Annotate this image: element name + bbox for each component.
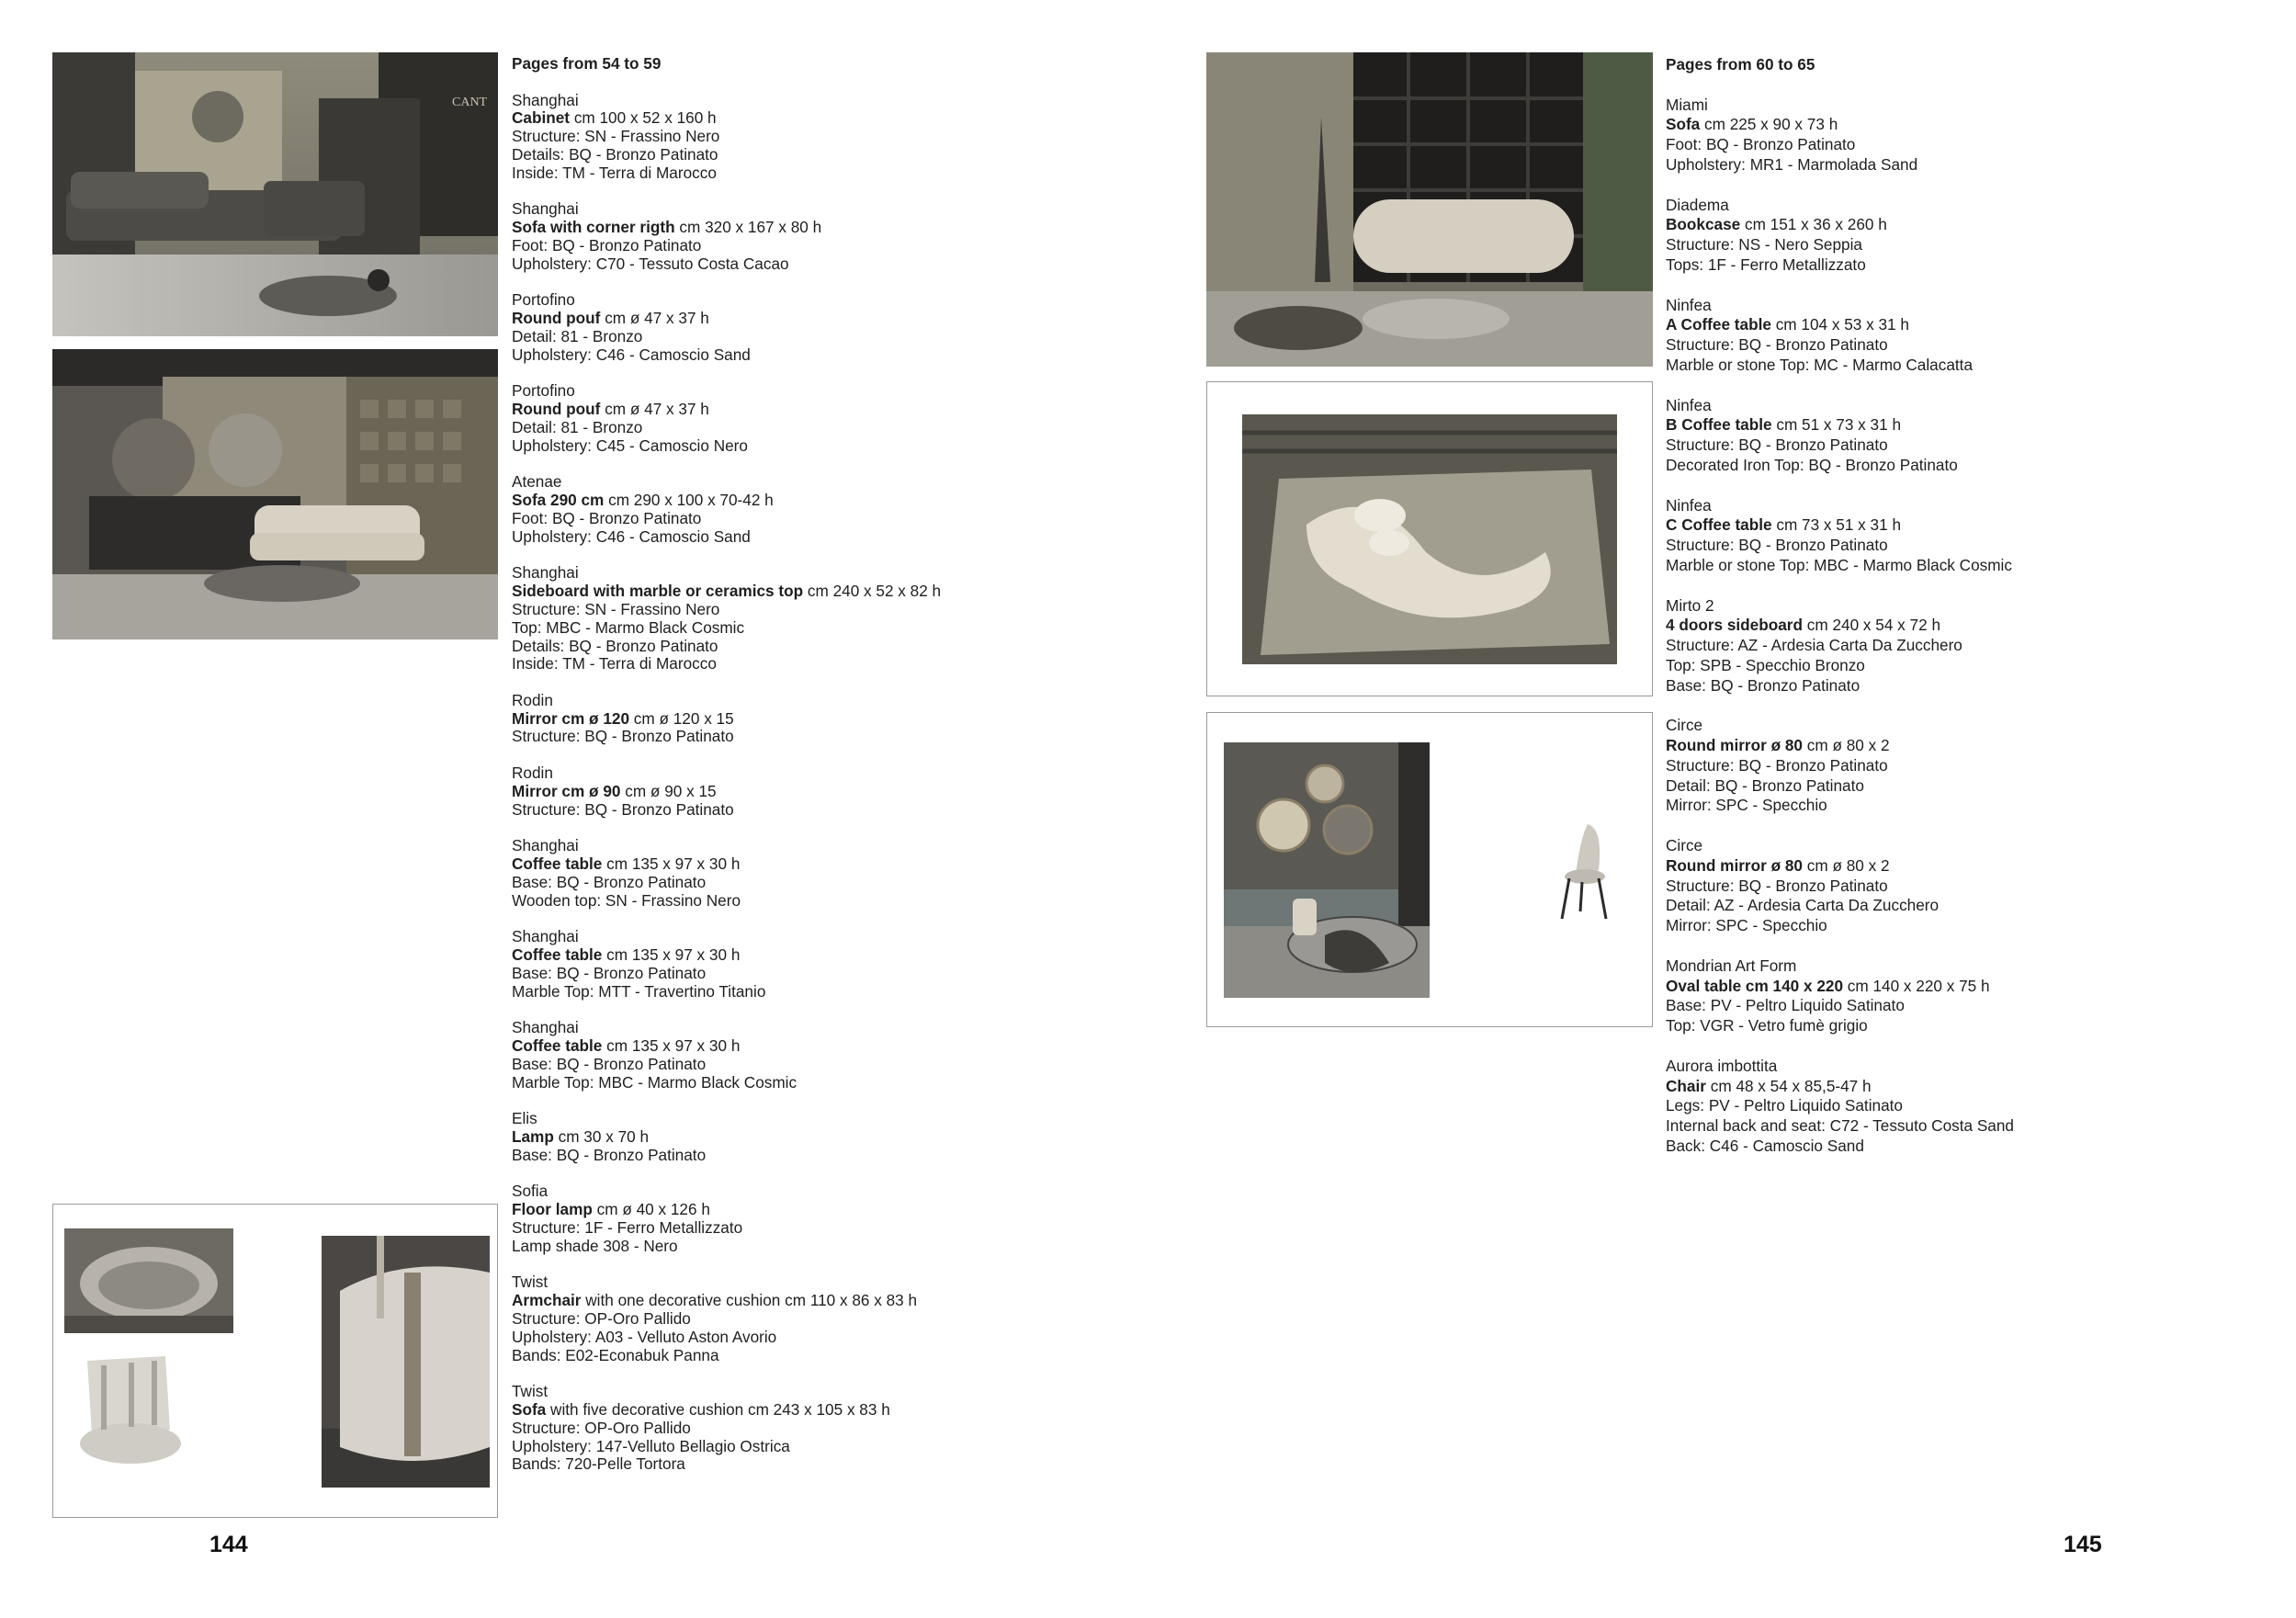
product-finish-detail: Structure: OP-Oro Pallido: [512, 1308, 691, 1328]
product-finish-detail: Bands: 720-Pelle Tortora: [512, 1454, 685, 1474]
product-finish-detail: Structure: BQ - Bronzo Patinato: [1666, 876, 1888, 895]
product-type: Lamp: [512, 1127, 554, 1147]
product-finish-detail: Structure: NS - Nero Seppia: [1666, 235, 1862, 255]
product-finish-detail: Structure: SN - Frassino Nero: [512, 599, 720, 618]
product-finish-detail: Inside: TM - Terra di Marocco: [512, 654, 717, 673]
product-finish-detail: Tops: 1F - Ferro Metallizzato: [1666, 255, 1866, 274]
product-finish-detail: Structure: BQ - Bronzo Patinato: [512, 727, 734, 746]
product-finish-detail: Lamp shade 308 - Nero: [512, 1236, 678, 1255]
product-dimensions: cm 30 x 70 h: [558, 1127, 650, 1147]
product-finish-detail: Upholstery: MR1 - Marmolada Sand: [1666, 154, 1918, 174]
product-entry: [512, 382, 941, 455]
product-entry: [512, 200, 941, 273]
aurora-chair-photo: [1553, 820, 1617, 922]
right-page-heading: Pages from 60 to 65: [1666, 55, 1815, 74]
product-type: Sofa: [1666, 115, 1701, 134]
product-title-line: [1666, 515, 2014, 536]
product-finish-detail: Foot: BQ - Bronzo Patinato: [512, 508, 702, 527]
product-title-line: [1666, 315, 2014, 335]
product-finish-detail: Decorated Iron Top: BQ - Bronzo Patinato: [1666, 455, 1958, 474]
product-finish-detail: Detail: 81 - Bronzo: [512, 326, 643, 345]
product-entry: [1666, 956, 2014, 1036]
product-collection-name: Ninfea: [1666, 495, 1712, 515]
product-title-line: [512, 492, 941, 510]
product-type: Mirror cm ø 90: [512, 781, 621, 800]
product-finish-detail: Base: PV - Peltro Liquido Satinato: [1666, 996, 1905, 1015]
product-entry: [1666, 396, 2014, 476]
product-collection-name: Circe: [1666, 716, 1703, 735]
product-title-line: [512, 946, 941, 965]
product-title-line: [1666, 1077, 2014, 1097]
product-finish-detail: Detail: 81 - Bronzo: [512, 417, 643, 436]
product-finish-detail: Upholstery: C70 - Tessuto Costa Cacao: [512, 254, 789, 273]
product-type: Sideboard with marble or ceramics top: [512, 582, 804, 601]
product-collection-name: Ninfea: [1666, 395, 1712, 414]
living-room-photo-miami-sofa-bookcase: [1206, 52, 1653, 367]
left-page-product-list: [512, 55, 941, 1492]
product-finish-detail: Foot: BQ - Bronzo Patinato: [1666, 135, 1856, 154]
product-finish-detail: Structure: SN - Frassino Nero: [512, 127, 720, 146]
twist-armchair-photo: [64, 1342, 193, 1480]
svg-text:CANT: CANT: [452, 96, 488, 109]
product-type: Coffee table: [512, 854, 603, 874]
product-entry: [512, 1019, 941, 1092]
product-type: Sofa 290 cm: [512, 491, 605, 510]
product-title-line: [1666, 115, 2014, 135]
product-collection-name: Shanghai: [512, 836, 579, 855]
product-entry: [512, 564, 941, 673]
product-collection-name: Portofino: [512, 381, 575, 401]
product-type: Oval table cm 140 x 220: [1666, 976, 1844, 995]
product-title-line: [1666, 856, 2014, 877]
product-type: Coffee table: [512, 1036, 603, 1056]
product-dimensions: cm 151 x 36 x 260 h: [1745, 215, 1887, 234]
product-entry: [1666, 836, 2014, 936]
product-collection-name: Shanghai: [512, 927, 579, 946]
product-type: A Coffee table: [1666, 315, 1771, 334]
product-title-line: [512, 109, 941, 128]
product-entry: [512, 928, 941, 1001]
product-collection-name: Mondrian Art Form: [1666, 956, 1797, 975]
twist-sofa-closeup-photo: [322, 1236, 490, 1488]
product-type: Chair: [1666, 1076, 1706, 1095]
product-finish-detail: Upholstery: C46 - Camoscio Sand: [512, 526, 751, 546]
product-type: Round pouf: [512, 309, 601, 328]
product-finish-detail: Structure: BQ - Bronzo Patinato: [512, 799, 734, 819]
product-dimensions: cm ø 90 x 15: [625, 781, 717, 800]
product-title-line: [512, 219, 941, 237]
twist-armchair-detail-photo: [64, 1228, 233, 1333]
product-finish-detail: Top: VGR - Vetro fumè grigio: [1666, 1016, 1868, 1035]
product-finish-detail: Legs: PV - Peltro Liquido Satinato: [1666, 1096, 1903, 1115]
product-finish-detail: Marble or stone Top: MC - Marmo Calacatta: [1666, 355, 1974, 374]
product-finish-detail: Internal back and seat: C72 - Tessuto Costa Sand: [1666, 1116, 2014, 1136]
twist-armchair-image-frame: [52, 1204, 498, 1518]
product-collection-name: Rodin: [512, 690, 553, 709]
product-title-line: [1666, 215, 2014, 235]
product-finish-detail: Details: BQ - Bronzo Patinato: [512, 144, 718, 164]
product-dimensions: cm ø 47 x 37 h: [605, 400, 709, 419]
product-title-line: [512, 710, 941, 729]
product-finish-detail: Upholstery: A03 - Velluto Aston Avorio: [512, 1327, 777, 1346]
product-entry: [1666, 96, 2014, 175]
product-finish-detail: Detail: BQ - Bronzo Patinato: [1666, 775, 1864, 795]
product-collection-name: Shanghai: [512, 90, 579, 109]
product-finish-detail: Structure: OP-Oro Pallido: [512, 1418, 691, 1437]
product-collection-name: Sofia: [512, 1182, 549, 1201]
product-entry: [512, 1182, 941, 1255]
product-collection-name: Mirto 2: [1666, 595, 1714, 615]
product-finish-detail: Structure: BQ - Bronzo Patinato: [1666, 436, 1888, 455]
product-collection-name: Shanghai: [512, 1018, 579, 1037]
product-title-line: [512, 1201, 941, 1219]
product-dimensions: cm 240 x 52 x 82 h: [807, 582, 942, 601]
product-dimensions: cm 290 x 100 x 70-42 h: [608, 491, 774, 510]
product-entry: [1666, 296, 2014, 376]
mirto-sideboard-image-frame: [1206, 712, 1653, 1027]
product-dimensions: cm ø 80 x 2: [1806, 855, 1890, 875]
product-collection-name: Portofino: [512, 290, 575, 310]
product-finish-detail: Base: BQ - Bronzo Patinato: [512, 1054, 707, 1073]
product-finish-detail: Top: MBC - Marmo Black Cosmic: [512, 617, 745, 637]
product-title-line: [512, 1128, 941, 1147]
product-type: C Coffee table: [1666, 515, 1772, 535]
product-dimensions: cm ø 40 x 126 h: [596, 1200, 710, 1219]
product-finish-detail: Mirror: SPC - Specchio: [1666, 916, 1827, 935]
product-dimensions: cm ø 120 x 15: [633, 708, 734, 728]
product-title-line: [512, 401, 941, 419]
product-type: Bookcase: [1666, 215, 1741, 234]
product-finish-detail: Structure: BQ - Bronzo Patinato: [1666, 335, 1888, 355]
product-title-line: [512, 855, 941, 874]
product-entry: [512, 473, 941, 546]
product-finish-detail: Upholstery: 147-Velluto Bellagio Ostrica: [512, 1436, 790, 1455]
left-page-number: 144: [209, 1532, 248, 1557]
product-entry: [512, 692, 941, 746]
product-title-line: [1666, 977, 2014, 997]
product-dimensions: cm 135 x 97 x 30 h: [606, 945, 741, 965]
product-finish-detail: Structure: AZ - Ardesia Carta Da Zucchero: [1666, 636, 1962, 655]
product-finish-detail: Base: BQ - Bronzo Patinato: [512, 872, 707, 891]
product-type: 4 doors sideboard: [1666, 616, 1803, 635]
product-entry: [1666, 716, 2014, 816]
product-collection-name: Diadema: [1666, 195, 1729, 214]
product-finish-detail: Wooden top: SN - Frassino Nero: [512, 890, 741, 910]
product-collection-name: Shanghai: [512, 563, 579, 583]
product-entry: [1666, 1057, 2014, 1157]
product-dimensions: cm 48 x 54 x 85,5-47 h: [1710, 1076, 1872, 1095]
product-title-line: [512, 1037, 941, 1056]
product-entry: [512, 764, 941, 819]
product-title-line: [512, 310, 941, 328]
product-dimensions: cm 51 x 73 x 31 h: [1776, 415, 1902, 435]
right-page-number: 145: [2064, 1532, 2102, 1557]
product-finish-detail: Marble Top: MBC - Marmo Black Cosmic: [512, 1072, 797, 1092]
product-type: Round mirror ø 80: [1666, 855, 1803, 875]
product-finish-detail: Upholstery: C45 - Camoscio Nero: [512, 436, 748, 455]
product-finish-detail: Base: BQ - Bronzo Patinato: [512, 1145, 707, 1164]
product-title-line: [1666, 616, 2014, 636]
product-type: Floor lamp: [512, 1200, 593, 1219]
product-finish-detail: Details: BQ - Bronzo Patinato: [512, 636, 718, 655]
product-collection-name: Atenae: [512, 472, 562, 492]
product-finish-detail: Foot: BQ - Bronzo Patinato: [512, 235, 702, 255]
product-finish-detail: Mirror: SPC - Specchio: [1666, 796, 1827, 815]
product-finish-detail: Structure: BQ - Bronzo Patinato: [1666, 536, 1888, 555]
product-finish-detail: Top: SPB - Specchio Bronzo: [1666, 655, 1865, 674]
dining-room-photo-mirror-sideboard: [1224, 742, 1430, 998]
product-title-line: [512, 583, 941, 601]
product-type: Sofa with corner rigth: [512, 218, 675, 237]
left-page-heading: Pages from 54 to 59: [512, 54, 662, 73]
product-title-line: [512, 1401, 941, 1420]
product-title-line: [512, 783, 941, 801]
product-finish-detail: Structure: BQ - Bronzo Patinato: [1666, 755, 1888, 775]
product-finish-detail: Bands: E02-Econabuk Panna: [512, 1345, 719, 1364]
product-dimensions: cm 140 x 220 x 75 h: [1847, 976, 1990, 995]
product-collection-name: Twist: [512, 1382, 549, 1401]
ninfea-sofa-image-frame: [1206, 381, 1653, 696]
product-collection-name: Twist: [512, 1273, 549, 1292]
product-entry: [512, 837, 941, 910]
product-type: Round mirror ø 80: [1666, 736, 1803, 755]
product-entry: [1666, 196, 2014, 276]
product-dimensions: with one decorative cushion cm 110 x 86 x 83 h: [585, 1291, 918, 1310]
product-finish-detail: Structure: 1F - Ferro Metallizzato: [512, 1218, 743, 1237]
product-type: Mirror cm ø 120: [512, 708, 629, 728]
product-finish-detail: Base: BQ - Bronzo Patinato: [1666, 675, 1861, 695]
product-finish-detail: Upholstery: C46 - Camoscio Sand: [512, 345, 751, 364]
product-collection-name: Shanghai: [512, 199, 579, 219]
product-finish-detail: Detail: AZ - Ardesia Carta Da Zucchero: [1666, 896, 1940, 915]
product-entry: [1666, 596, 2014, 696]
product-collection-name: Aurora imbottita: [1666, 1056, 1778, 1075]
product-entry: [1666, 496, 2014, 576]
living-room-photo-chesterfield-sofa: [52, 349, 498, 639]
product-finish-detail: Marble Top: MTT - Travertino Titanio: [512, 981, 766, 1001]
product-finish-detail: Back: C46 - Camoscio Sand: [1666, 1137, 1864, 1156]
right-page-product-list: [1666, 55, 2014, 1177]
product-dimensions: cm 225 x 90 x 73 h: [1704, 115, 1838, 134]
product-collection-name: Miami: [1666, 95, 1708, 114]
product-dimensions: cm 100 x 52 x 160 h: [573, 108, 717, 128]
product-finish-detail: Base: BQ - Bronzo Patinato: [512, 963, 707, 982]
product-type: B Coffee table: [1666, 415, 1772, 435]
product-type: Sofa: [512, 1399, 547, 1419]
product-entry: [512, 92, 941, 183]
product-entry: [512, 1110, 941, 1164]
product-dimensions: cm 135 x 97 x 30 h: [606, 1036, 741, 1056]
product-collection-name: Elis: [512, 1109, 537, 1128]
product-collection-name: Ninfea: [1666, 295, 1712, 314]
product-dimensions: cm ø 80 x 2: [1806, 736, 1890, 755]
product-type: Cabinet: [512, 108, 571, 128]
product-entry: [512, 291, 941, 364]
product-title-line: [1666, 415, 2014, 436]
product-type: Coffee table: [512, 945, 603, 965]
product-type: Round pouf: [512, 400, 601, 419]
product-dimensions: cm 135 x 97 x 30 h: [606, 854, 741, 874]
miami-sofa-top-view-photo: [1242, 414, 1617, 664]
product-dimensions: with five decorative cushion cm 243 x 105 x 83 h: [550, 1399, 890, 1419]
product-dimensions: cm 73 x 51 x 31 h: [1776, 515, 1902, 535]
product-finish-detail: Marble or stone Top: MBC - Marmo Black Cosmic: [1666, 555, 2012, 574]
product-title-line: [512, 1292, 941, 1310]
product-type: Armchair: [512, 1291, 582, 1310]
product-entry: [512, 1383, 941, 1474]
product-dimensions: cm 240 x 54 x 72 h: [1806, 616, 1941, 635]
living-room-photo-cabinet-sofa: [52, 52, 498, 336]
product-finish-detail: Inside: TM - Terra di Marocco: [512, 163, 717, 182]
product-dimensions: cm 104 x 53 x 31 h: [1775, 315, 1909, 334]
product-dimensions: cm ø 47 x 37 h: [605, 309, 709, 328]
product-collection-name: Rodin: [512, 764, 553, 783]
product-dimensions: cm 320 x 167 x 80 h: [679, 218, 822, 237]
product-entry: [512, 1273, 941, 1364]
product-title-line: [1666, 736, 2014, 756]
product-collection-name: Circe: [1666, 836, 1703, 855]
